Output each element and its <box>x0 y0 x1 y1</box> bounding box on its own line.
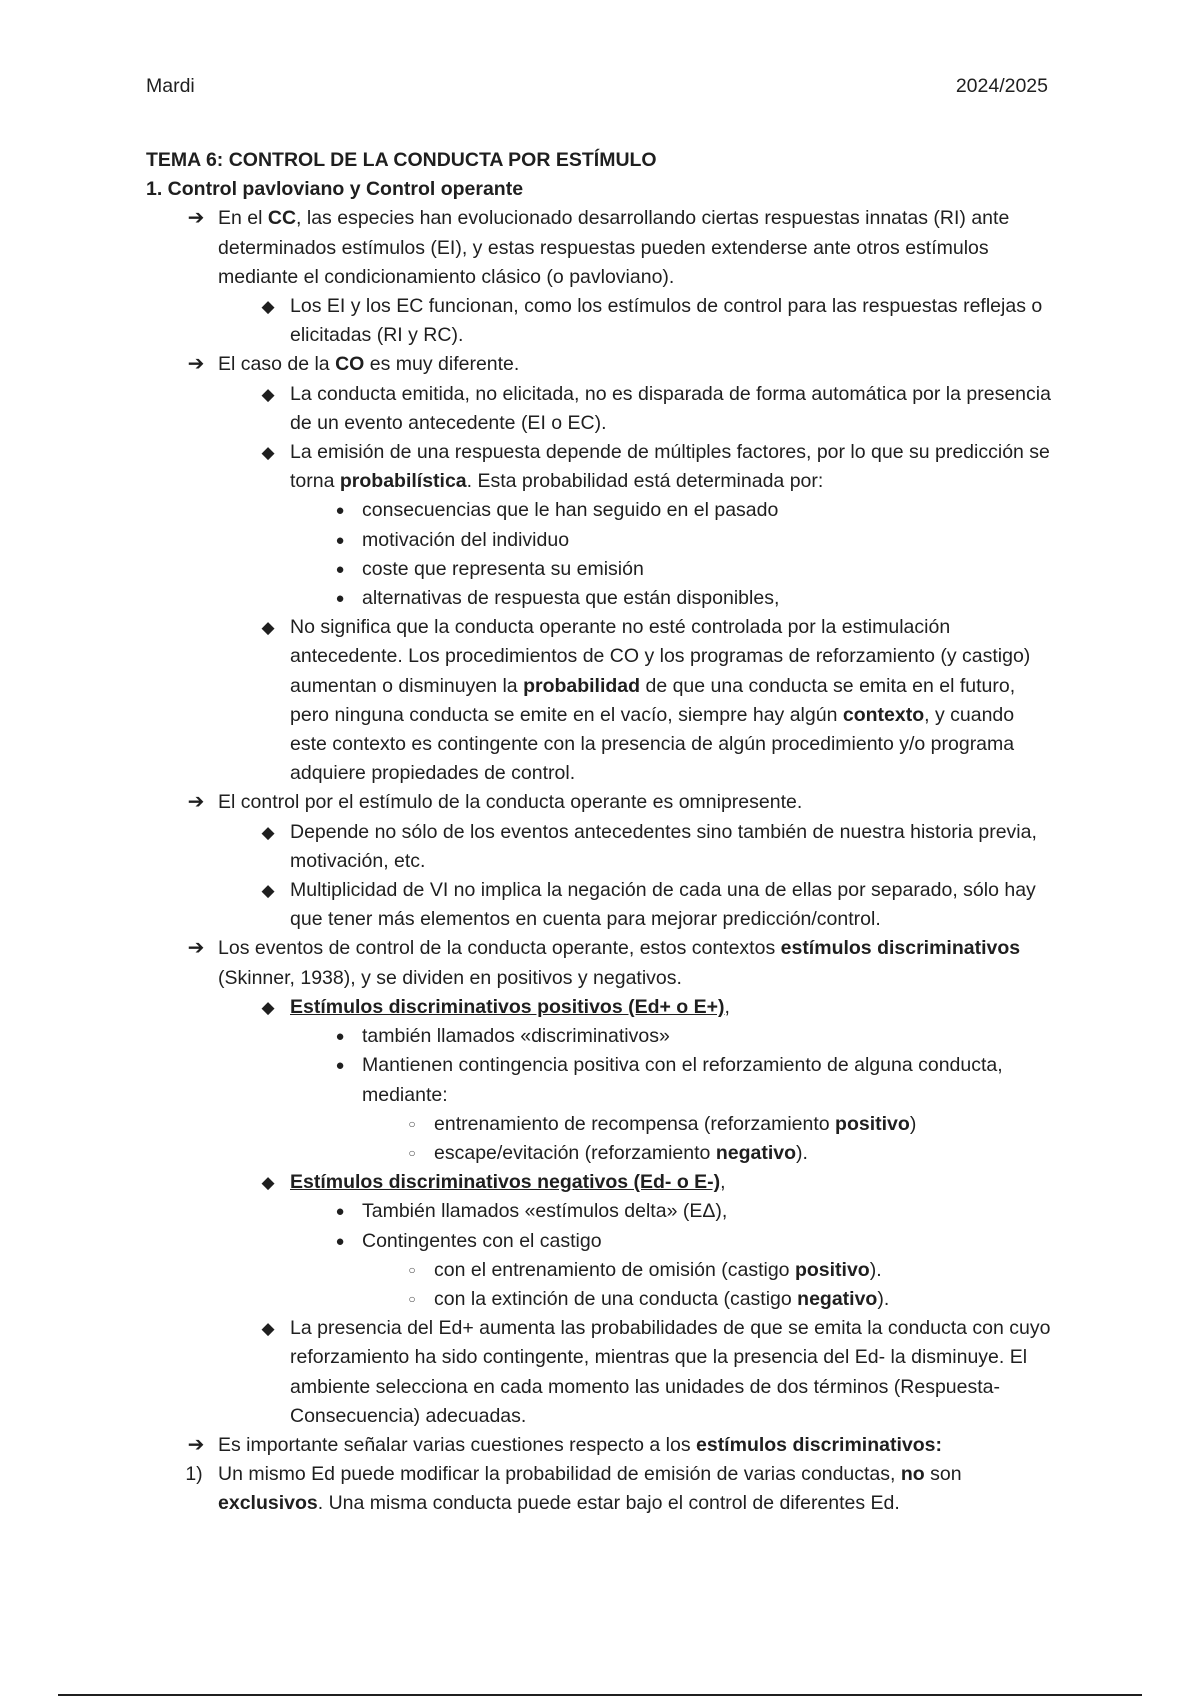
disc-bullet-icon: ● <box>335 531 345 549</box>
list-item: ◆ La emisión de una respuesta depende de múltiples factores, por lo que su predicción se torna probabilística. Esta probabilidad está determinada por: <box>146 438 1056 496</box>
list-item: ◆ Los EI y los EC funcionan, como los estímulos de control para las respuestas reflejas o elicitadas (RI y RC). <box>146 292 1056 350</box>
arrow-icon: ➔ <box>187 1433 205 1456</box>
document-body <box>146 146 1056 1519</box>
circle-bullet-icon: ○ <box>408 1291 416 1306</box>
circle-bullet-icon: ○ <box>408 1262 416 1277</box>
header-left: Mardi <box>146 75 195 97</box>
section-heading: 1. Control pavloviano y Control operante <box>146 178 524 201</box>
disc-bullet-icon: ● <box>335 1203 345 1221</box>
list-item: ◆ La presencia del Ed+ aumenta las probabilidades de que se emita la conducta con cuyo reforzamiento ha sido contingente, mientras que la presencia del Ed- la disminuye. El ambiente selecciona en cada momento las unidades de dos términos (Respuesta-Consecuencia) adecuadas. <box>146 1314 1056 1431</box>
diamond-bullet-icon: ◆ <box>261 443 275 463</box>
header-right: 2024/2025 <box>955 75 1048 97</box>
numbered-item: 1) Un mismo Ed puede modificar la probabilidad de emisión de varias conductas, no son exclusivos. Una misma conducta puede estar bajo el control de diferentes Ed. <box>146 1460 1056 1518</box>
circle-bullet-icon: ○ <box>408 1145 416 1160</box>
arrow-icon: ➔ <box>187 207 205 230</box>
list-item: ○ escape/evitación (reforzamiento negativo). <box>146 1139 1056 1168</box>
list-item: ➔ Es importante señalar varias cuestiones respecto a los estímulos discriminativos: <box>146 1431 1056 1460</box>
list-item: ● también llamados «discriminativos» <box>146 1022 1056 1051</box>
subheading-positive: Estímulos discriminativos positivos (Ed+ o E+) <box>290 995 725 1018</box>
disc-bullet-icon: ● <box>335 590 345 608</box>
arrow-icon: ➔ <box>187 353 205 376</box>
list-item: ● También llamados «estímulos delta» (EΔ), <box>146 1197 1056 1226</box>
item-number: 1) <box>185 1463 203 1486</box>
list-item: ◆ Depende no sólo de los eventos antecedentes sino también de nuestra historia previa, motivación, etc. <box>146 818 1056 876</box>
diamond-bullet-icon: ◆ <box>261 297 275 317</box>
list-item: ◆ La conducta emitida, no elicitada, no es disparada de forma automática por la presencia de un evento antecedente (EI o EC). <box>146 380 1056 438</box>
arrow-icon: ➔ <box>187 791 205 814</box>
circle-bullet-icon: ○ <box>408 1116 416 1131</box>
disc-bullet-icon: ● <box>335 1232 345 1250</box>
list-item: ● consecuencias que le han seguido en el pasado <box>146 496 1056 525</box>
list-item: ◆ Multiplicidad de VI no implica la negación de cada una de ellas por separado, sólo hay que tener más elementos en cuenta para mejorar predicción/control. <box>146 876 1056 934</box>
list-item: ● Contingentes con el castigo <box>146 1227 1056 1256</box>
list-item: ➔ El caso de la CO es muy diferente. <box>146 350 1056 379</box>
diamond-bullet-icon: ◆ <box>261 384 275 404</box>
list-item: ◆ Estímulos discriminativos negativos (Ed- o E-), <box>146 1168 1056 1197</box>
list-item: ● alternativas de respuesta que están disponibles, <box>146 584 1056 613</box>
diamond-bullet-icon: ◆ <box>261 997 275 1017</box>
list-item: ● motivación del individuo <box>146 526 1056 555</box>
page-title: TEMA 6: CONTROL DE LA CONDUCTA POR ESTÍMULO <box>146 149 657 171</box>
disc-bullet-icon: ● <box>335 502 345 520</box>
list-item: ● coste que representa su emisión <box>146 555 1056 584</box>
list-item: ○ con la extinción de una conducta (castigo negativo). <box>146 1285 1056 1314</box>
footer-divider <box>58 1694 1142 1696</box>
diamond-bullet-icon: ◆ <box>261 881 275 901</box>
list-item: ➔ Los eventos de control de la conducta operante, estos contextos estímulos discriminativos (Skinner, 1938), y se dividen en positivos y negativos. <box>146 934 1056 992</box>
diamond-bullet-icon: ◆ <box>261 1319 275 1339</box>
disc-bullet-icon: ● <box>335 1057 345 1075</box>
list-item: ➔ En el CC, las especies han evolucionado desarrollando ciertas respuestas innatas (RI) ante determinados estímulos (EI), y estas respuestas pueden extenderse ante otros estímulos mediante el condicionamiento clásico (o pavloviano). <box>146 204 1056 292</box>
arrow-icon: ➔ <box>187 937 205 960</box>
subheading-negative: Estímulos discriminativos negativos (Ed- o E-) <box>290 1171 721 1194</box>
disc-bullet-icon: ● <box>335 1028 345 1046</box>
list-item: ◆ No significa que la conducta operante no esté controlada por la estimulación antecedente. Los procedimientos de CO y los programas de reforzamiento (y castigo) aumentan o disminuyen la probabilidad de que una conducta se emita en el futuro, pero ninguna conducta se emite en el vacío, siempre hay algún contexto, y cuando este contexto es contingente con la presencia de algún procedimiento y/o programa adquiere propiedades de control. <box>146 613 1056 788</box>
list-item: ○ entrenamiento de recompensa (reforzamiento positivo) <box>146 1110 1056 1139</box>
diamond-bullet-icon: ◆ <box>261 618 275 638</box>
list-item: ○ con el entrenamiento de omisión (castigo positivo). <box>146 1256 1056 1285</box>
disc-bullet-icon: ● <box>335 560 345 578</box>
list-item: ➔ El control por el estímulo de la conducta operante es omnipresente. <box>146 788 1056 817</box>
diamond-bullet-icon: ◆ <box>261 822 275 842</box>
list-item: ◆ Estímulos discriminativos positivos (Ed+ o E+), <box>146 993 1056 1022</box>
list-item: ● Mantienen contingencia positiva con el reforzamiento de alguna conducta, mediante: <box>146 1051 1056 1109</box>
diamond-bullet-icon: ◆ <box>261 1173 275 1193</box>
